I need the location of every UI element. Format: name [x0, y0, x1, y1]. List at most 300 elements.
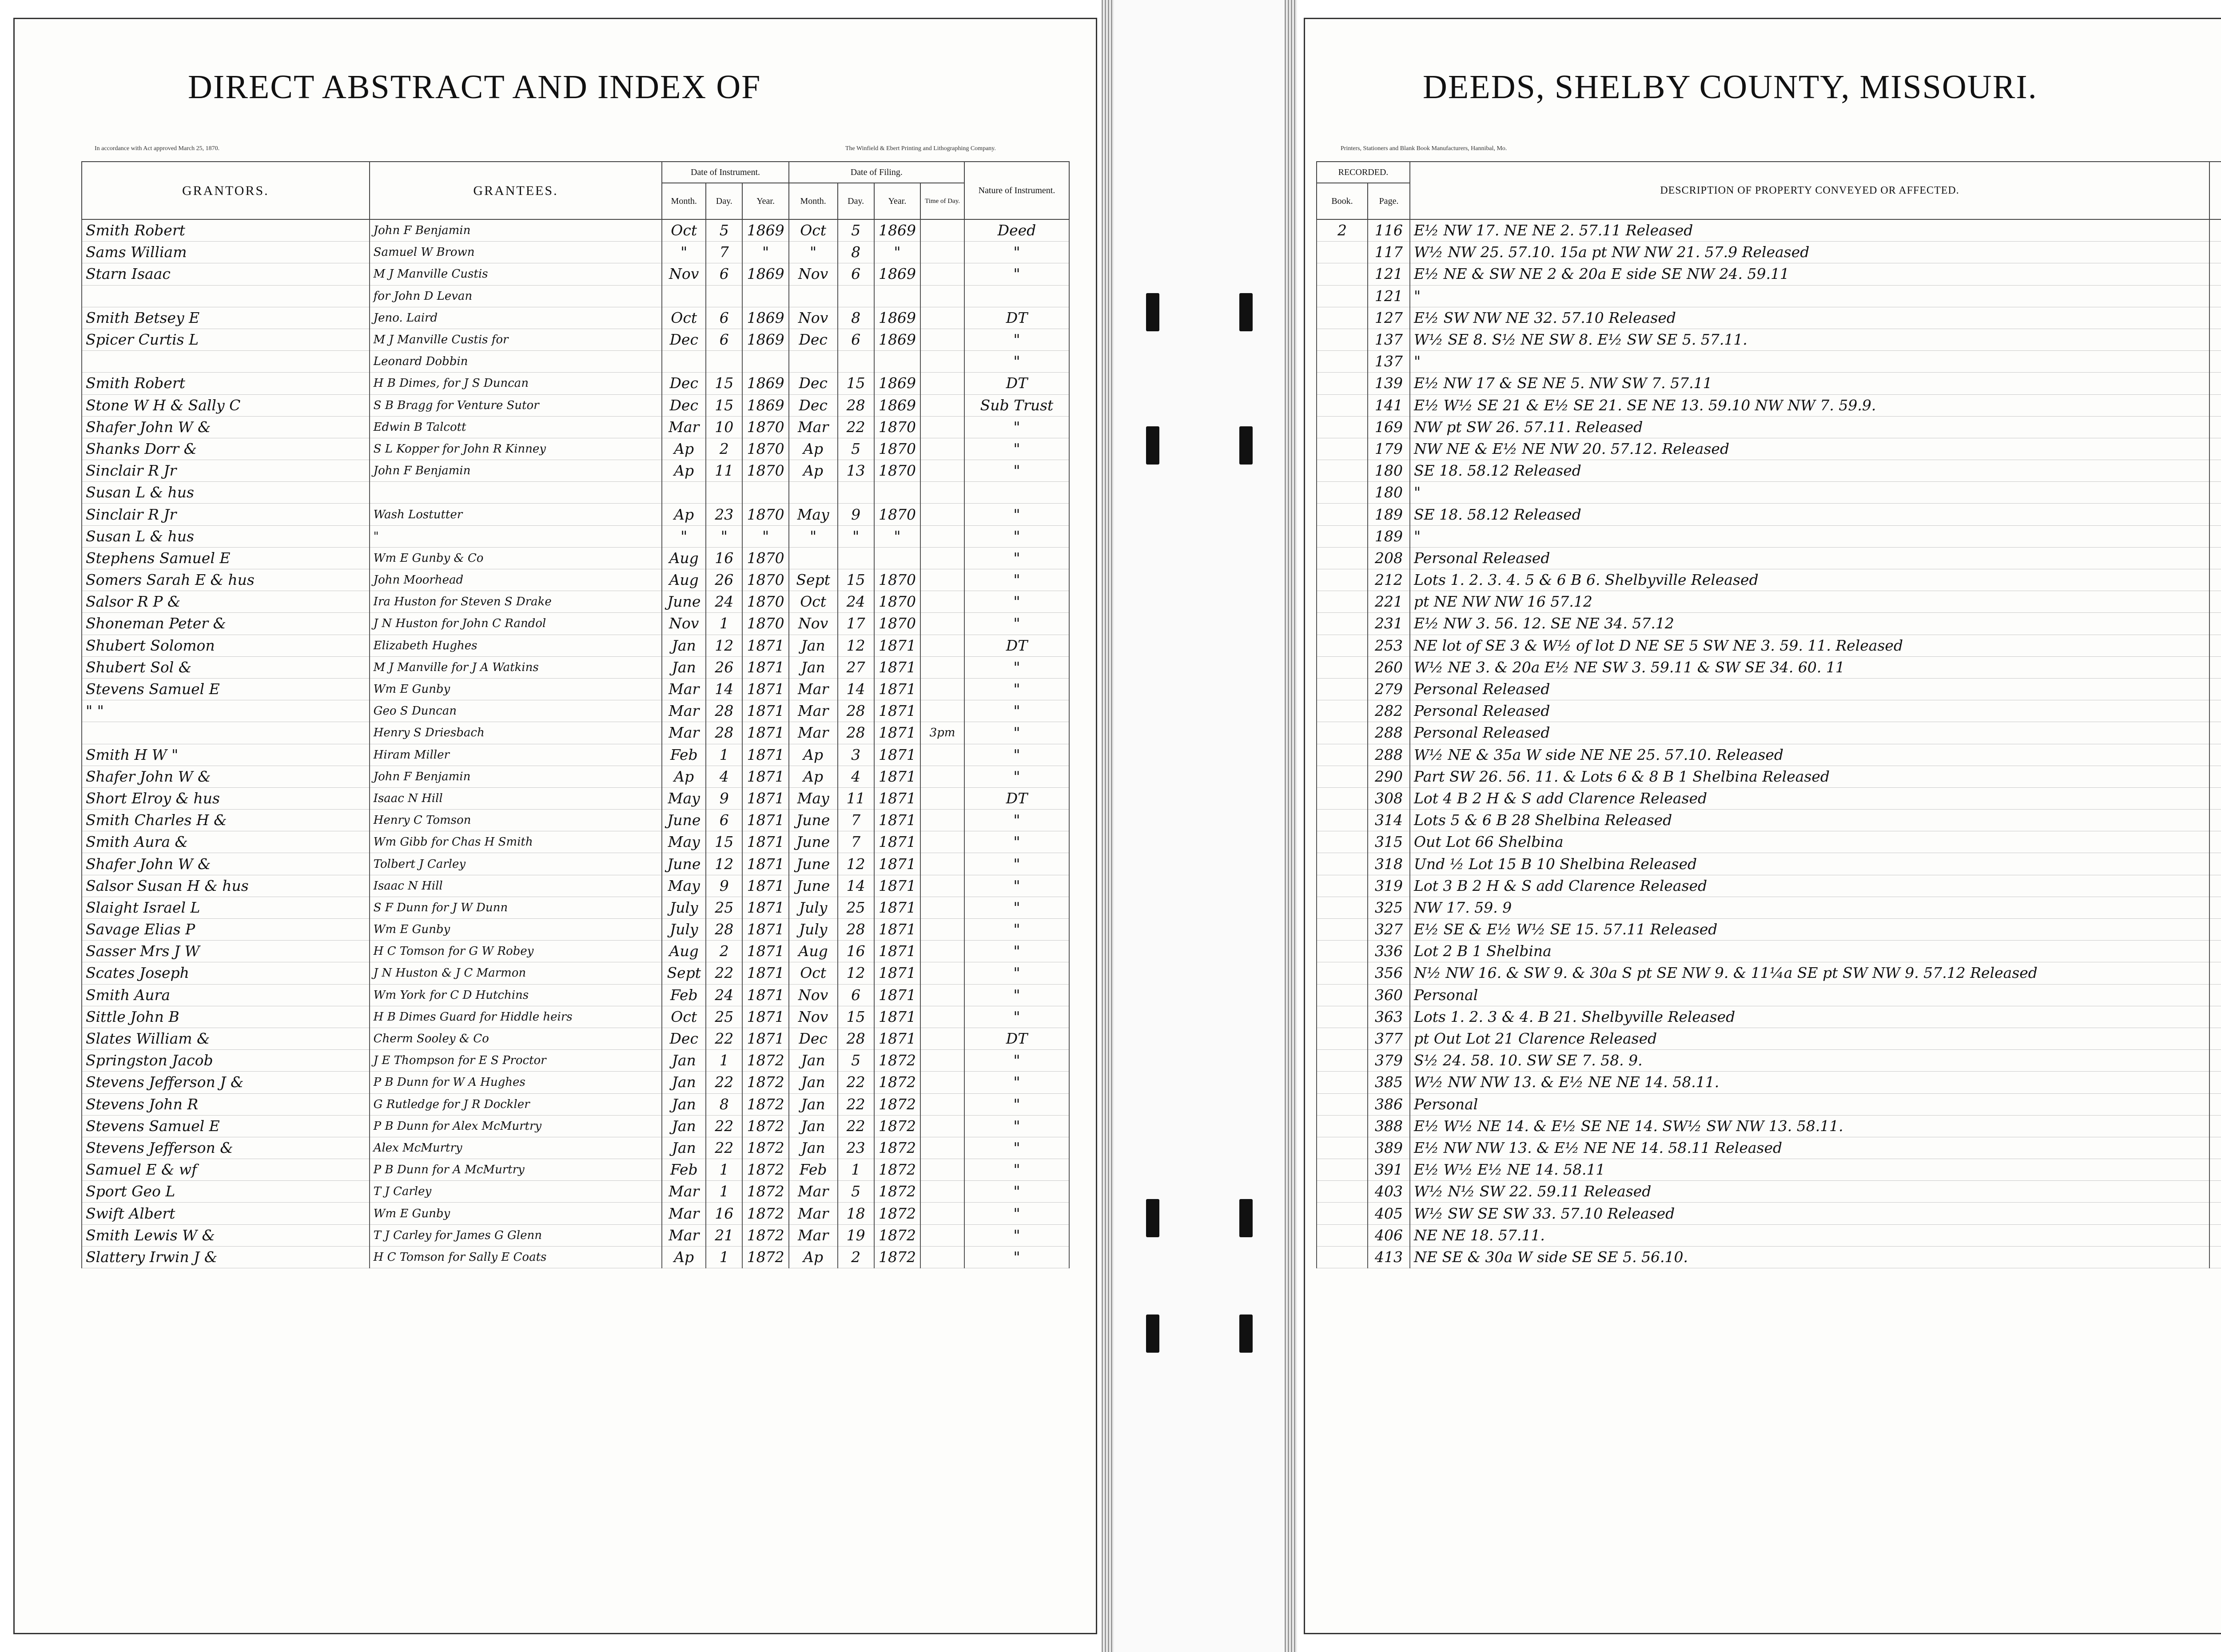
- grantee-cell: H C Tomson for G W Robey: [370, 941, 662, 962]
- grantor-cell: Swift Albert: [82, 1203, 370, 1224]
- time-of-day-cell: [920, 219, 964, 242]
- description-cell: E½ NE & SW NE 2 & 20a E side SE NW 24. 59.11: [1410, 263, 2209, 285]
- instrument-year-cell: 1872: [742, 1224, 788, 1246]
- instrument-day-cell: 1: [706, 1159, 742, 1181]
- instrument-day-cell: 11: [706, 460, 742, 482]
- filing-month-cell: July: [789, 919, 838, 941]
- instrument-year-cell: 1871: [742, 656, 788, 678]
- instrument-year-cell: 1871: [742, 831, 788, 853]
- book-cell: [1317, 853, 1368, 875]
- instrument-year-cell: [742, 351, 788, 373]
- binding-hole: [1239, 426, 1253, 465]
- instrument-day-cell: 15: [706, 394, 742, 416]
- filing-month-cell: [789, 482, 838, 504]
- grantee-cell: Wm E Gunby & Co: [370, 547, 662, 569]
- filing-year-cell: 1872: [874, 1137, 920, 1159]
- filing-day-cell: 28: [838, 919, 874, 941]
- description-cell: NE NE 18. 57.11.: [1410, 1224, 2209, 1246]
- time-of-day-cell: [920, 1246, 964, 1268]
- description-cell: E½ NW 17 & SE NE 5. NW SW 7. 57.11: [1410, 373, 2209, 394]
- filing-day-cell: [838, 547, 874, 569]
- instrument-month-cell: Oct: [662, 219, 706, 242]
- instrument-day-cell: 4: [706, 766, 742, 787]
- grantee-cell: Wm E Gunby: [370, 1203, 662, 1224]
- filing-year-cell: 1871: [874, 853, 920, 875]
- table-row: [1317, 416, 2221, 438]
- book-cell: [1317, 1181, 1368, 1203]
- table-row: [82, 591, 1069, 613]
- section-cell: [2209, 1203, 2221, 1224]
- time-of-day-cell: [920, 460, 964, 482]
- filing-year-cell: 1871: [874, 897, 920, 918]
- filing-month-cell: Mar: [789, 1181, 838, 1203]
- filing-day-cell: 5: [838, 1181, 874, 1203]
- instrument-day-cell: 1: [706, 1246, 742, 1268]
- description-cell: E½ W½ E½ NE 14. 58.11: [1410, 1159, 2209, 1181]
- time-of-day-cell: [920, 766, 964, 787]
- description-cell: W½ NE 3. & 20a E½ NE SW 3. 59.11 & SW SE 34. 60. 11: [1410, 656, 2209, 678]
- nature-cell: ": [964, 525, 1069, 547]
- nature-cell: ": [964, 656, 1069, 678]
- left-page-edge: [1102, 0, 1114, 1652]
- section-cell: [2209, 635, 2221, 656]
- book-cell: [1317, 941, 1368, 962]
- grantor-cell: Salsor Susan H & hus: [82, 875, 370, 897]
- instrument-day-cell: 28: [706, 722, 742, 744]
- filing-month-cell: Oct: [789, 962, 838, 984]
- instrument-year-cell: 1872: [742, 1115, 788, 1137]
- filing-day-cell: 24: [838, 591, 874, 613]
- page-cell: 391: [1368, 1159, 1410, 1181]
- section-cell: [2209, 547, 2221, 569]
- table-row: [1317, 504, 2221, 525]
- grantee-cell: John F Benjamin: [370, 460, 662, 482]
- book-cell: [1317, 460, 1368, 482]
- grantors-grantees-table: [81, 161, 1070, 1268]
- filing-month-cell: May: [789, 787, 838, 809]
- nature-cell: ": [964, 1159, 1069, 1181]
- instrument-year-cell: ": [742, 242, 788, 263]
- table-row: [82, 525, 1069, 547]
- table-row: [1317, 569, 2221, 591]
- time-of-day-cell: [920, 547, 964, 569]
- filing-day-cell: 13: [838, 460, 874, 482]
- nature-cell: ": [964, 504, 1069, 525]
- binding-hole: [1239, 1199, 1253, 1237]
- table-row: [1317, 678, 2221, 700]
- grantee-cell: Hiram Miller: [370, 744, 662, 766]
- table-row: [82, 810, 1069, 831]
- book-cell: [1317, 504, 1368, 525]
- table-row: [1317, 219, 2221, 242]
- table-row: [1317, 1115, 2221, 1137]
- section-cell: [2209, 263, 2221, 285]
- grantee-cell: Alex McMurtry: [370, 1137, 662, 1159]
- grantee-cell: Wash Lostutter: [370, 504, 662, 525]
- instrument-year-cell: 1872: [742, 1181, 788, 1203]
- description-cell: Personal Released: [1410, 722, 2209, 744]
- filing-day-cell: 6: [838, 263, 874, 285]
- time-of-day-cell: [920, 744, 964, 766]
- grantee-cell: G Rutledge for J R Dockler: [370, 1093, 662, 1115]
- filing-day-cell: 9: [838, 504, 874, 525]
- section-cell: [2209, 853, 2221, 875]
- page-cell: 389: [1368, 1137, 1410, 1159]
- instrument-day-cell: 22: [706, 1028, 742, 1049]
- section-cell: [2209, 525, 2221, 547]
- filing-month-cell: Mar: [789, 1203, 838, 1224]
- time-of-day-cell: [920, 438, 964, 460]
- instrument-month-header: Month.: [662, 183, 706, 219]
- time-of-day-cell: [920, 373, 964, 394]
- page-cell: 253: [1368, 635, 1410, 656]
- time-of-day-cell: [920, 962, 964, 984]
- grantor-cell: [82, 285, 370, 307]
- grantor-cell: Spicer Curtis L: [82, 329, 370, 350]
- section-cell: [2209, 831, 2221, 853]
- grantee-cell: Tolbert J Carley: [370, 853, 662, 875]
- table-row: [1317, 810, 2221, 831]
- grantee-cell: P B Dunn for Alex McMurtry: [370, 1115, 662, 1137]
- time-of-day-cell: [920, 787, 964, 809]
- table-row: [1317, 1028, 2221, 1049]
- grantee-cell: Geo S Duncan: [370, 700, 662, 722]
- table-row: [82, 678, 1069, 700]
- table-row: [82, 831, 1069, 853]
- time-of-day-cell: [920, 482, 964, 504]
- instrument-month-cell: Jan: [662, 1072, 706, 1093]
- time-of-day-cell: 3pm: [920, 722, 964, 744]
- nature-cell: ": [964, 941, 1069, 962]
- filing-month-cell: Nov: [789, 263, 838, 285]
- table-row: [82, 263, 1069, 285]
- instrument-month-cell: Feb: [662, 1159, 706, 1181]
- filing-year-cell: 1871: [874, 962, 920, 984]
- filing-day-cell: 28: [838, 700, 874, 722]
- grantor-cell: Springston Jacob: [82, 1050, 370, 1072]
- filing-day-cell: 17: [838, 613, 874, 635]
- table-row: [1317, 1093, 2221, 1115]
- page-cell: 231: [1368, 613, 1410, 635]
- book-cell: [1317, 438, 1368, 460]
- description-cell: NE SE & 30a W side SE SE 5. 56.10.: [1410, 1246, 2209, 1268]
- grantor-cell: Shafer John W &: [82, 416, 370, 438]
- table-row: [1317, 722, 2221, 744]
- book-cell: [1317, 1050, 1368, 1072]
- instrument-month-cell: Oct: [662, 1006, 706, 1028]
- nature-cell: ": [964, 722, 1069, 744]
- filing-day-cell: 5: [838, 438, 874, 460]
- filing-year-cell: 1871: [874, 744, 920, 766]
- instrument-year-cell: 1871: [742, 744, 788, 766]
- filing-day-cell: 25: [838, 897, 874, 918]
- instrument-month-cell: Jan: [662, 1115, 706, 1137]
- filing-month-cell: Dec: [789, 329, 838, 350]
- grantor-cell: [82, 722, 370, 744]
- page-cell: 117: [1368, 242, 1410, 263]
- page-cell: 319: [1368, 875, 1410, 897]
- filing-year-cell: 1871: [874, 656, 920, 678]
- filing-year-cell: 1872: [874, 1203, 920, 1224]
- time-of-day-cell: [920, 525, 964, 547]
- section-cell: [2209, 1006, 2221, 1028]
- instrument-year-cell: 1871: [742, 678, 788, 700]
- filing-month-cell: July: [789, 897, 838, 918]
- grantor-cell: Slattery Irwin J &: [82, 1246, 370, 1268]
- grantee-cell: M J Manville for J A Watkins: [370, 656, 662, 678]
- instrument-year-cell: [742, 482, 788, 504]
- description-cell: NW 17. 59. 9: [1410, 897, 2209, 918]
- table-row: [82, 373, 1069, 394]
- filing-month-cell: Jan: [789, 1137, 838, 1159]
- table-row: [1317, 656, 2221, 678]
- table-row: [82, 1159, 1069, 1181]
- instrument-month-cell: Ap: [662, 460, 706, 482]
- instrument-day-cell: 1: [706, 1181, 742, 1203]
- instrument-year-cell: 1870: [742, 591, 788, 613]
- table-row: [82, 351, 1069, 373]
- page-cell: 137: [1368, 351, 1410, 373]
- table-row: [1317, 547, 2221, 569]
- time-of-day-cell: [920, 329, 964, 350]
- table-row: [1317, 351, 2221, 373]
- nature-cell: ": [964, 1050, 1069, 1072]
- instrument-year-cell: 1871: [742, 1006, 788, 1028]
- book-cell: [1317, 591, 1368, 613]
- grantor-cell: Sasser Mrs J W: [82, 941, 370, 962]
- table-row: [82, 635, 1069, 656]
- instrument-month-cell: Jan: [662, 635, 706, 656]
- book-header: Book.: [1317, 183, 1368, 219]
- instrument-month-cell: July: [662, 919, 706, 941]
- instrument-year-cell: 1871: [742, 897, 788, 918]
- grantee-cell: T J Carley: [370, 1181, 662, 1203]
- filing-year-cell: 1869: [874, 307, 920, 329]
- instrument-day-cell: 24: [706, 984, 742, 1006]
- instrument-month-cell: July: [662, 897, 706, 918]
- filing-month-cell: [789, 351, 838, 373]
- time-of-day-cell: [920, 242, 964, 263]
- instrument-year-cell: 1869: [742, 329, 788, 350]
- filing-day-cell: 22: [838, 1072, 874, 1093]
- nature-cell: ": [964, 1203, 1069, 1224]
- binding-hole: [1239, 1314, 1253, 1353]
- grantor-cell: Smith Aura &: [82, 831, 370, 853]
- description-cell: NW pt SW 26. 57.11. Released: [1410, 416, 2209, 438]
- filing-day-cell: 14: [838, 875, 874, 897]
- page-cell: 315: [1368, 831, 1410, 853]
- section-cell: [2209, 941, 2221, 962]
- filing-year-cell: 1871: [874, 635, 920, 656]
- filing-day-cell: 22: [838, 416, 874, 438]
- nature-cell: ": [964, 1181, 1069, 1203]
- book-cell: [1317, 1072, 1368, 1093]
- book-cell: [1317, 416, 1368, 438]
- instrument-year-cell: 1871: [742, 722, 788, 744]
- filing-year-cell: 1869: [874, 329, 920, 350]
- instrument-day-cell: 26: [706, 656, 742, 678]
- grantee-cell: Wm Gibb for Chas H Smith: [370, 831, 662, 853]
- table-row: [82, 416, 1069, 438]
- book-cell: [1317, 656, 1368, 678]
- instrument-day-cell: 16: [706, 1203, 742, 1224]
- grantee-cell: Henry S Driesbach: [370, 722, 662, 744]
- nature-cell: ": [964, 1137, 1069, 1159]
- table-row: [82, 242, 1069, 263]
- instrument-year-cell: 1871: [742, 787, 788, 809]
- instrument-month-cell: Ap: [662, 1246, 706, 1268]
- section-cell: [2209, 810, 2221, 831]
- nature-cell: ": [964, 569, 1069, 591]
- book-cell: [1317, 1137, 1368, 1159]
- table-row: [1317, 525, 2221, 547]
- nature-cell: ": [964, 460, 1069, 482]
- instrument-month-cell: Dec: [662, 373, 706, 394]
- instrument-year-cell: 1870: [742, 613, 788, 635]
- printer-note-left: The Winfield & Ebert Printing and Lithographing Company.: [845, 145, 996, 152]
- filing-day-cell: 28: [838, 394, 874, 416]
- book-cell: [1317, 613, 1368, 635]
- section-cell: [2209, 1181, 2221, 1203]
- filing-year-cell: 1871: [874, 875, 920, 897]
- description-cell: Out Lot 66 Shelbina: [1410, 831, 2209, 853]
- instrument-year-cell: 1871: [742, 919, 788, 941]
- grantor-cell: Stevens Samuel E: [82, 678, 370, 700]
- grantor-cell: Stevens Samuel E: [82, 1115, 370, 1137]
- filing-day-cell: 8: [838, 242, 874, 263]
- book-cell: [1317, 263, 1368, 285]
- filing-day-cell: 22: [838, 1115, 874, 1137]
- table-row: [1317, 307, 2221, 329]
- section-cell: [2209, 1159, 2221, 1181]
- instrument-month-cell: ": [662, 525, 706, 547]
- table-row: [1317, 1246, 2221, 1268]
- page-cell: 116: [1368, 219, 1410, 242]
- grantee-cell: J N Huston for John C Randol: [370, 613, 662, 635]
- instrument-month-cell: Aug: [662, 547, 706, 569]
- instrument-year-cell: 1872: [742, 1093, 788, 1115]
- nature-cell: DT: [964, 635, 1069, 656]
- grantor-cell: Stevens Jefferson &: [82, 1137, 370, 1159]
- table-row: [1317, 984, 2221, 1006]
- recorded-header: RECORDED.: [1317, 162, 1410, 183]
- left-page-title: DIRECT ABSTRACT AND INDEX OF: [188, 68, 761, 106]
- section-cell: [2209, 984, 2221, 1006]
- time-of-day-cell: [920, 678, 964, 700]
- grantor-cell: Sams William: [82, 242, 370, 263]
- instrument-year-cell: 1870: [742, 569, 788, 591]
- page-cell: 179: [1368, 438, 1410, 460]
- time-of-day-cell: [920, 875, 964, 897]
- time-of-day-header: Time of Day.: [920, 183, 964, 219]
- instrument-month-cell: Jan: [662, 1137, 706, 1159]
- book-cell: [1317, 787, 1368, 809]
- instrument-month-cell: May: [662, 875, 706, 897]
- filing-month-cell: Nov: [789, 1006, 838, 1028]
- instrument-day-cell: 10: [706, 416, 742, 438]
- grantors-header: GRANTORS.: [82, 162, 370, 219]
- book-cell: [1317, 897, 1368, 918]
- instrument-month-cell: Dec: [662, 394, 706, 416]
- book-cell: 2: [1317, 219, 1368, 242]
- instrument-year-cell: 1869: [742, 373, 788, 394]
- grantor-cell: Samuel E & wf: [82, 1159, 370, 1181]
- instrument-year-cell: ": [742, 525, 788, 547]
- binding-hole: [1146, 426, 1159, 465]
- table-row: [82, 219, 1069, 242]
- grantor-cell: Stevens Jefferson J &: [82, 1072, 370, 1093]
- page-cell: 356: [1368, 962, 1410, 984]
- grantee-cell: Leonard Dobbin: [370, 351, 662, 373]
- description-cell: E½ SW NW NE 32. 57.10 Released: [1410, 307, 2209, 329]
- filing-year-cell: 1870: [874, 591, 920, 613]
- time-of-day-cell: [920, 897, 964, 918]
- filing-month-cell: Jan: [789, 656, 838, 678]
- filing-year-cell: 1871: [874, 1006, 920, 1028]
- filing-month-cell: Mar: [789, 700, 838, 722]
- section-cell: [2209, 482, 2221, 504]
- table-row: [82, 766, 1069, 787]
- instrument-year-cell: 1872: [742, 1137, 788, 1159]
- filing-month-cell: Jan: [789, 1072, 838, 1093]
- instrument-day-cell: 6: [706, 307, 742, 329]
- description-cell: Lots 1. 2. 3. 4. 5 & 6 B 6. Shelbyville Released: [1410, 569, 2209, 591]
- time-of-day-cell: [920, 700, 964, 722]
- section-cell: [2209, 1050, 2221, 1072]
- instrument-day-cell: 25: [706, 897, 742, 918]
- nature-cell: [964, 285, 1069, 307]
- instrument-month-cell: Jan: [662, 1093, 706, 1115]
- nature-cell: ": [964, 984, 1069, 1006]
- instrument-day-cell: 15: [706, 831, 742, 853]
- instrument-month-cell: [662, 482, 706, 504]
- section-cell: [2209, 242, 2221, 263]
- instrument-day-cell: 16: [706, 547, 742, 569]
- nature-cell: DT: [964, 1028, 1069, 1049]
- page-cell: 141: [1368, 394, 1410, 416]
- filing-day-cell: 18: [838, 1203, 874, 1224]
- book-cell: [1317, 1028, 1368, 1049]
- table-row: [1317, 613, 2221, 635]
- instrument-day-header: Day.: [706, 183, 742, 219]
- table-row: [1317, 1224, 2221, 1246]
- table-row: [1317, 853, 2221, 875]
- page-cell: 260: [1368, 656, 1410, 678]
- filing-day-cell: [838, 482, 874, 504]
- table-row: [82, 547, 1069, 569]
- time-of-day-cell: [920, 853, 964, 875]
- filing-month-cell: Sept: [789, 569, 838, 591]
- description-cell: ": [1410, 351, 2209, 373]
- filing-year-cell: 1872: [874, 1181, 920, 1203]
- grantor-cell: Somers Sarah E & hus: [82, 569, 370, 591]
- instrument-year-cell: 1870: [742, 438, 788, 460]
- grantee-cell: Wm York for C D Hutchins: [370, 984, 662, 1006]
- table-row: [1317, 373, 2221, 394]
- filing-month-header: Month.: [789, 183, 838, 219]
- table-row: [82, 482, 1069, 504]
- grantee-cell: Edwin B Talcott: [370, 416, 662, 438]
- page-cell: 406: [1368, 1224, 1410, 1246]
- page-header: Page.: [1368, 183, 1410, 219]
- grantee-cell: J N Huston & J C Marmon: [370, 962, 662, 984]
- section-cell: [2209, 351, 2221, 373]
- table-row: [82, 438, 1069, 460]
- section-cell: [2209, 1246, 2221, 1268]
- filing-month-cell: May: [789, 504, 838, 525]
- page-cell: 189: [1368, 504, 1410, 525]
- filing-year-cell: 1871: [874, 722, 920, 744]
